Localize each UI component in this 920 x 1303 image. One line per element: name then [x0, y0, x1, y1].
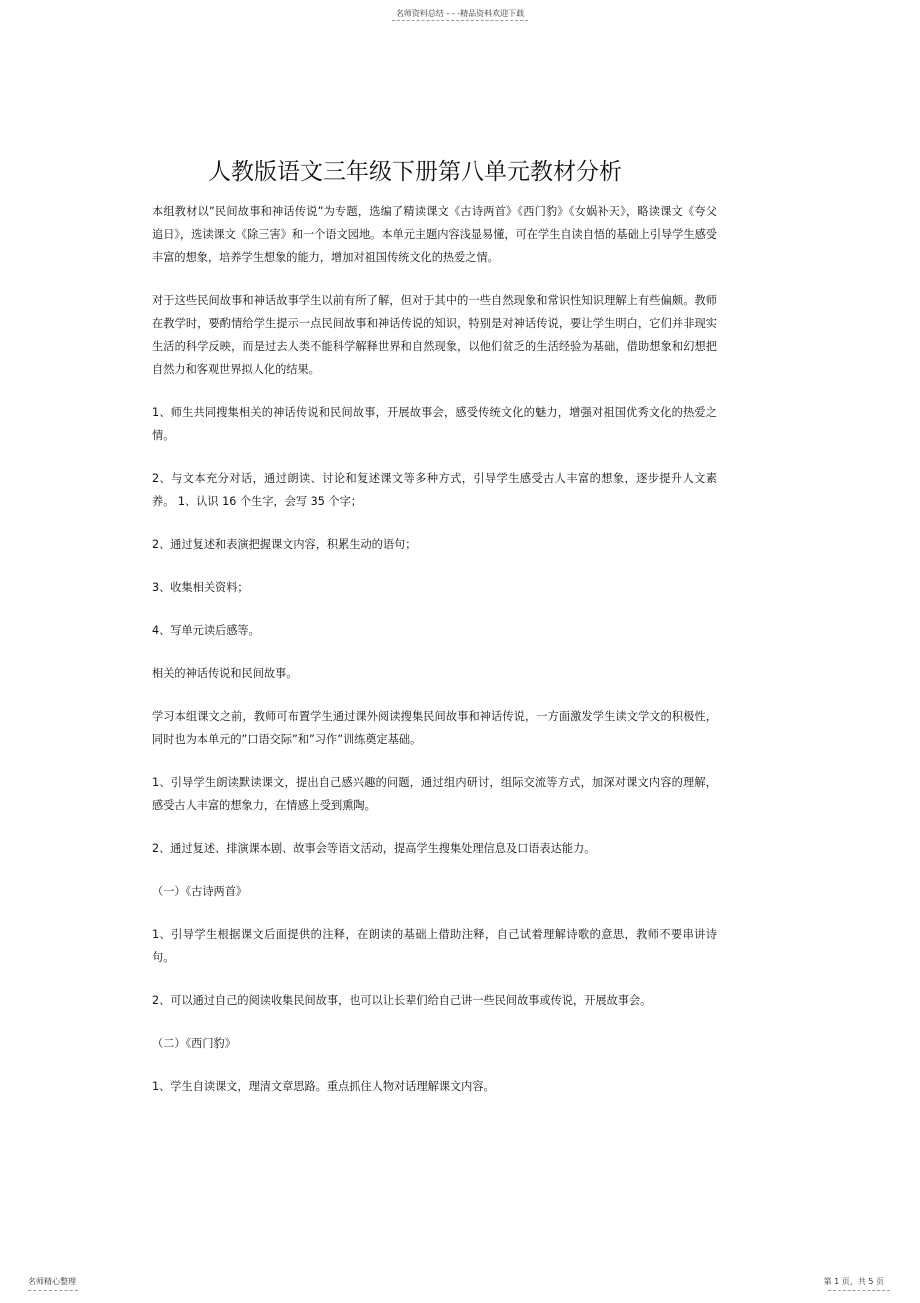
paragraph: 1、师生共同搜集相关的神话传说和民间故事，开展故事会，感受传统文化的魅力，增强对祖国优秀文化的热爱之情。: [152, 406, 717, 442]
paragraph: 对于这些民间故事和神话故事学生以前有所了解，但对于其中的一些自然现象和常识性知识理解上有些偏颇。教师在教学时，要酌情给学生提示一点民间故事和神话传说的知识，特别是对神话传说，要让学生明白，它们并非现实生活的科学反映，而是过去人类不能科学解释世界和自然现象，以他们贫乏的生活经验为基础，借助想象和幻想把自然力和客观世界拟人化的结果。: [152, 294, 717, 376]
paragraph: 本组教材以”民间故事和神话传说”为专题，选编了精读课文《古诗两首》《西门豹》《女娲补天》，略读课文《夸父追日》，选读课文《除三害》和一个语文园地。本单元主题内容浅显易懂，可在学生自读自悟的基础上引导学生感受丰富的想象，培养学生想象的能力，增加对祖国传统文化的热爱之情。: [152, 205, 717, 264]
paragraph: 1、学生自读课文，理清文章思路。重点抓住人物对话理解课文内容。: [152, 1080, 495, 1093]
page-number: 第 1 页，共 5 页: [823, 1277, 884, 1286]
paragraph: 2、与文本充分对话，通过朗读、讨论和复述课文等多种方式，引导学生感受古人丰富的想象，逐步提升人文素养。 1、认识 16 个生字，会写 35 个字；: [152, 472, 717, 508]
document-title: 人教版语文三年级下册第八单元教材分析: [208, 159, 622, 186]
paragraph: 相关的神话传说和民间故事。: [152, 667, 298, 680]
paragraph: 1、引导学生朗读默读课文，提出自己感兴趣的问题，通过组内研讨，组际交流等方式，加深对课文内容的理解，感受古人丰富的想象力，在情感上受到熏陶。: [152, 776, 717, 812]
footer-note: 名师精心整理: [28, 1277, 76, 1286]
paragraph: 2、通过复述、排演课本剧、故事会等语文活动，提高学生搜集处理信息及口语表达能力。: [152, 842, 596, 855]
header-divider: [392, 20, 528, 21]
page-header: 名师资料总结 - - -精品资料欢迎下载: [395, 9, 525, 18]
paragraph: 1、引导学生根据课文后面提供的注释，在朗读的基础上借助注释，自己试着理解诗歌的意思，教师不要串讲诗句。: [152, 928, 717, 964]
document-body: [152, 200, 717, 1118]
paragraph: 2、可以通过自己的阅读收集民间故事，也可以让长辈们给自己讲一些民间故事或传说，开展故事会。: [152, 994, 652, 1007]
section-heading: （二）《西门豹》: [152, 1037, 236, 1050]
footer-divider-right: [828, 1290, 890, 1291]
paragraph: 3、收集相关资料；: [152, 581, 249, 594]
paragraph: 4、写单元读后感等。: [152, 624, 260, 637]
footer-divider-left: [28, 1290, 78, 1291]
paragraph: 学习本组课文之前，教师可布置学生通过课外阅读搜集民间故事和神话传说，一方面激发学生读文学文的积极性，同时也为本单元的”口语交际”和”习作”训练奠定基础。: [152, 710, 717, 746]
section-heading: （一）《古诗两首》: [152, 885, 248, 898]
paragraph: 2、通过复述和表演把握课文内容，积累生动的语句；: [152, 538, 417, 551]
